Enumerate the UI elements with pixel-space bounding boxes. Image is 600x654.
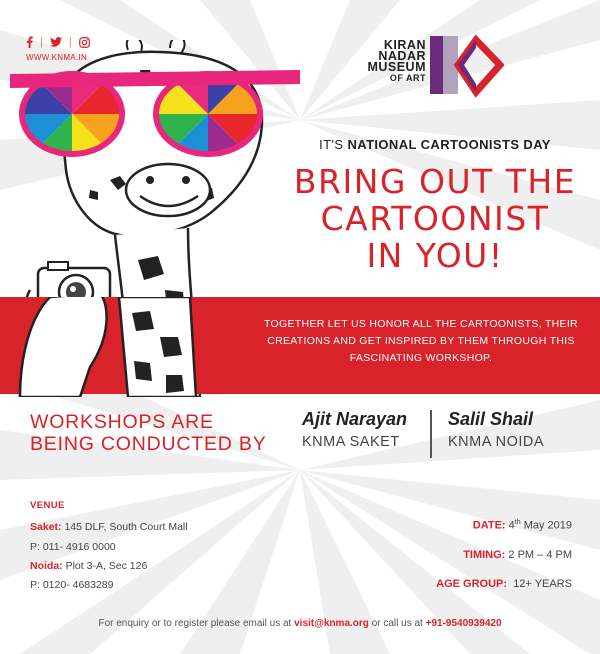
venue-saket: Saket: 145 DLF, South Court Mall bbox=[30, 521, 188, 533]
museum-logo-text: KIRAN NADAR MUSEUM OF ART bbox=[367, 38, 426, 83]
venue-noida: Noida: Plot 3-A, Sec 126 bbox=[30, 560, 148, 572]
main-headline: BRING OUT THE CARTOONIST IN YOU! bbox=[293, 162, 577, 275]
presenter-name: Ajit Narayan bbox=[302, 409, 408, 429]
knma-logo-icon bbox=[428, 34, 504, 98]
presenter-card bbox=[302, 409, 407, 450]
event-tagline: IT'S NATIONAL CARTOONISTS DAY bbox=[319, 137, 551, 152]
social-separator: | bbox=[68, 36, 72, 48]
presenter-name: Salil Shail bbox=[448, 409, 534, 429]
event-age-group: AGE GROUP: 12+ YEARS bbox=[436, 578, 572, 590]
phone-link[interactable]: +91-9540939420 bbox=[425, 618, 502, 629]
presenter-divider bbox=[430, 410, 432, 458]
presenter-card bbox=[448, 409, 544, 450]
workshop-title: WORKSHOPS ARE BEING CONDUCTED BY bbox=[30, 411, 267, 455]
illustration-overlay bbox=[0, 297, 260, 397]
venue-saket-phone: P: 011- 4916 0000 bbox=[30, 541, 116, 553]
presenter-location: KNMA NOIDA bbox=[448, 434, 545, 450]
email-link[interactable]: visit@knma.org bbox=[294, 618, 369, 629]
social-separator: | bbox=[40, 36, 43, 48]
venue-noida-phone: P: 0120- 4683289 bbox=[30, 579, 114, 591]
venue-heading: VENUE bbox=[30, 500, 65, 511]
website-link[interactable]: WWW.KNMA.IN bbox=[26, 53, 88, 62]
event-timing: TIMING: 2 PM – 4 PM bbox=[463, 549, 572, 561]
band-message: TOGETHER LET US HONOR ALL THE CARTOONISTS, THEIR CREATIONS AND GET INSPIRED BY THEM THROUGH THIS FASCINATING WORKSHOP. bbox=[264, 318, 578, 364]
event-date: DATE: 4th May 2019 bbox=[472, 519, 572, 532]
enquiry-footer: For enquiry or to register please email us at visit@knma.org or call us at +91-9540939420 bbox=[98, 618, 502, 629]
presenter-location: KNMA SAKET bbox=[302, 434, 400, 450]
